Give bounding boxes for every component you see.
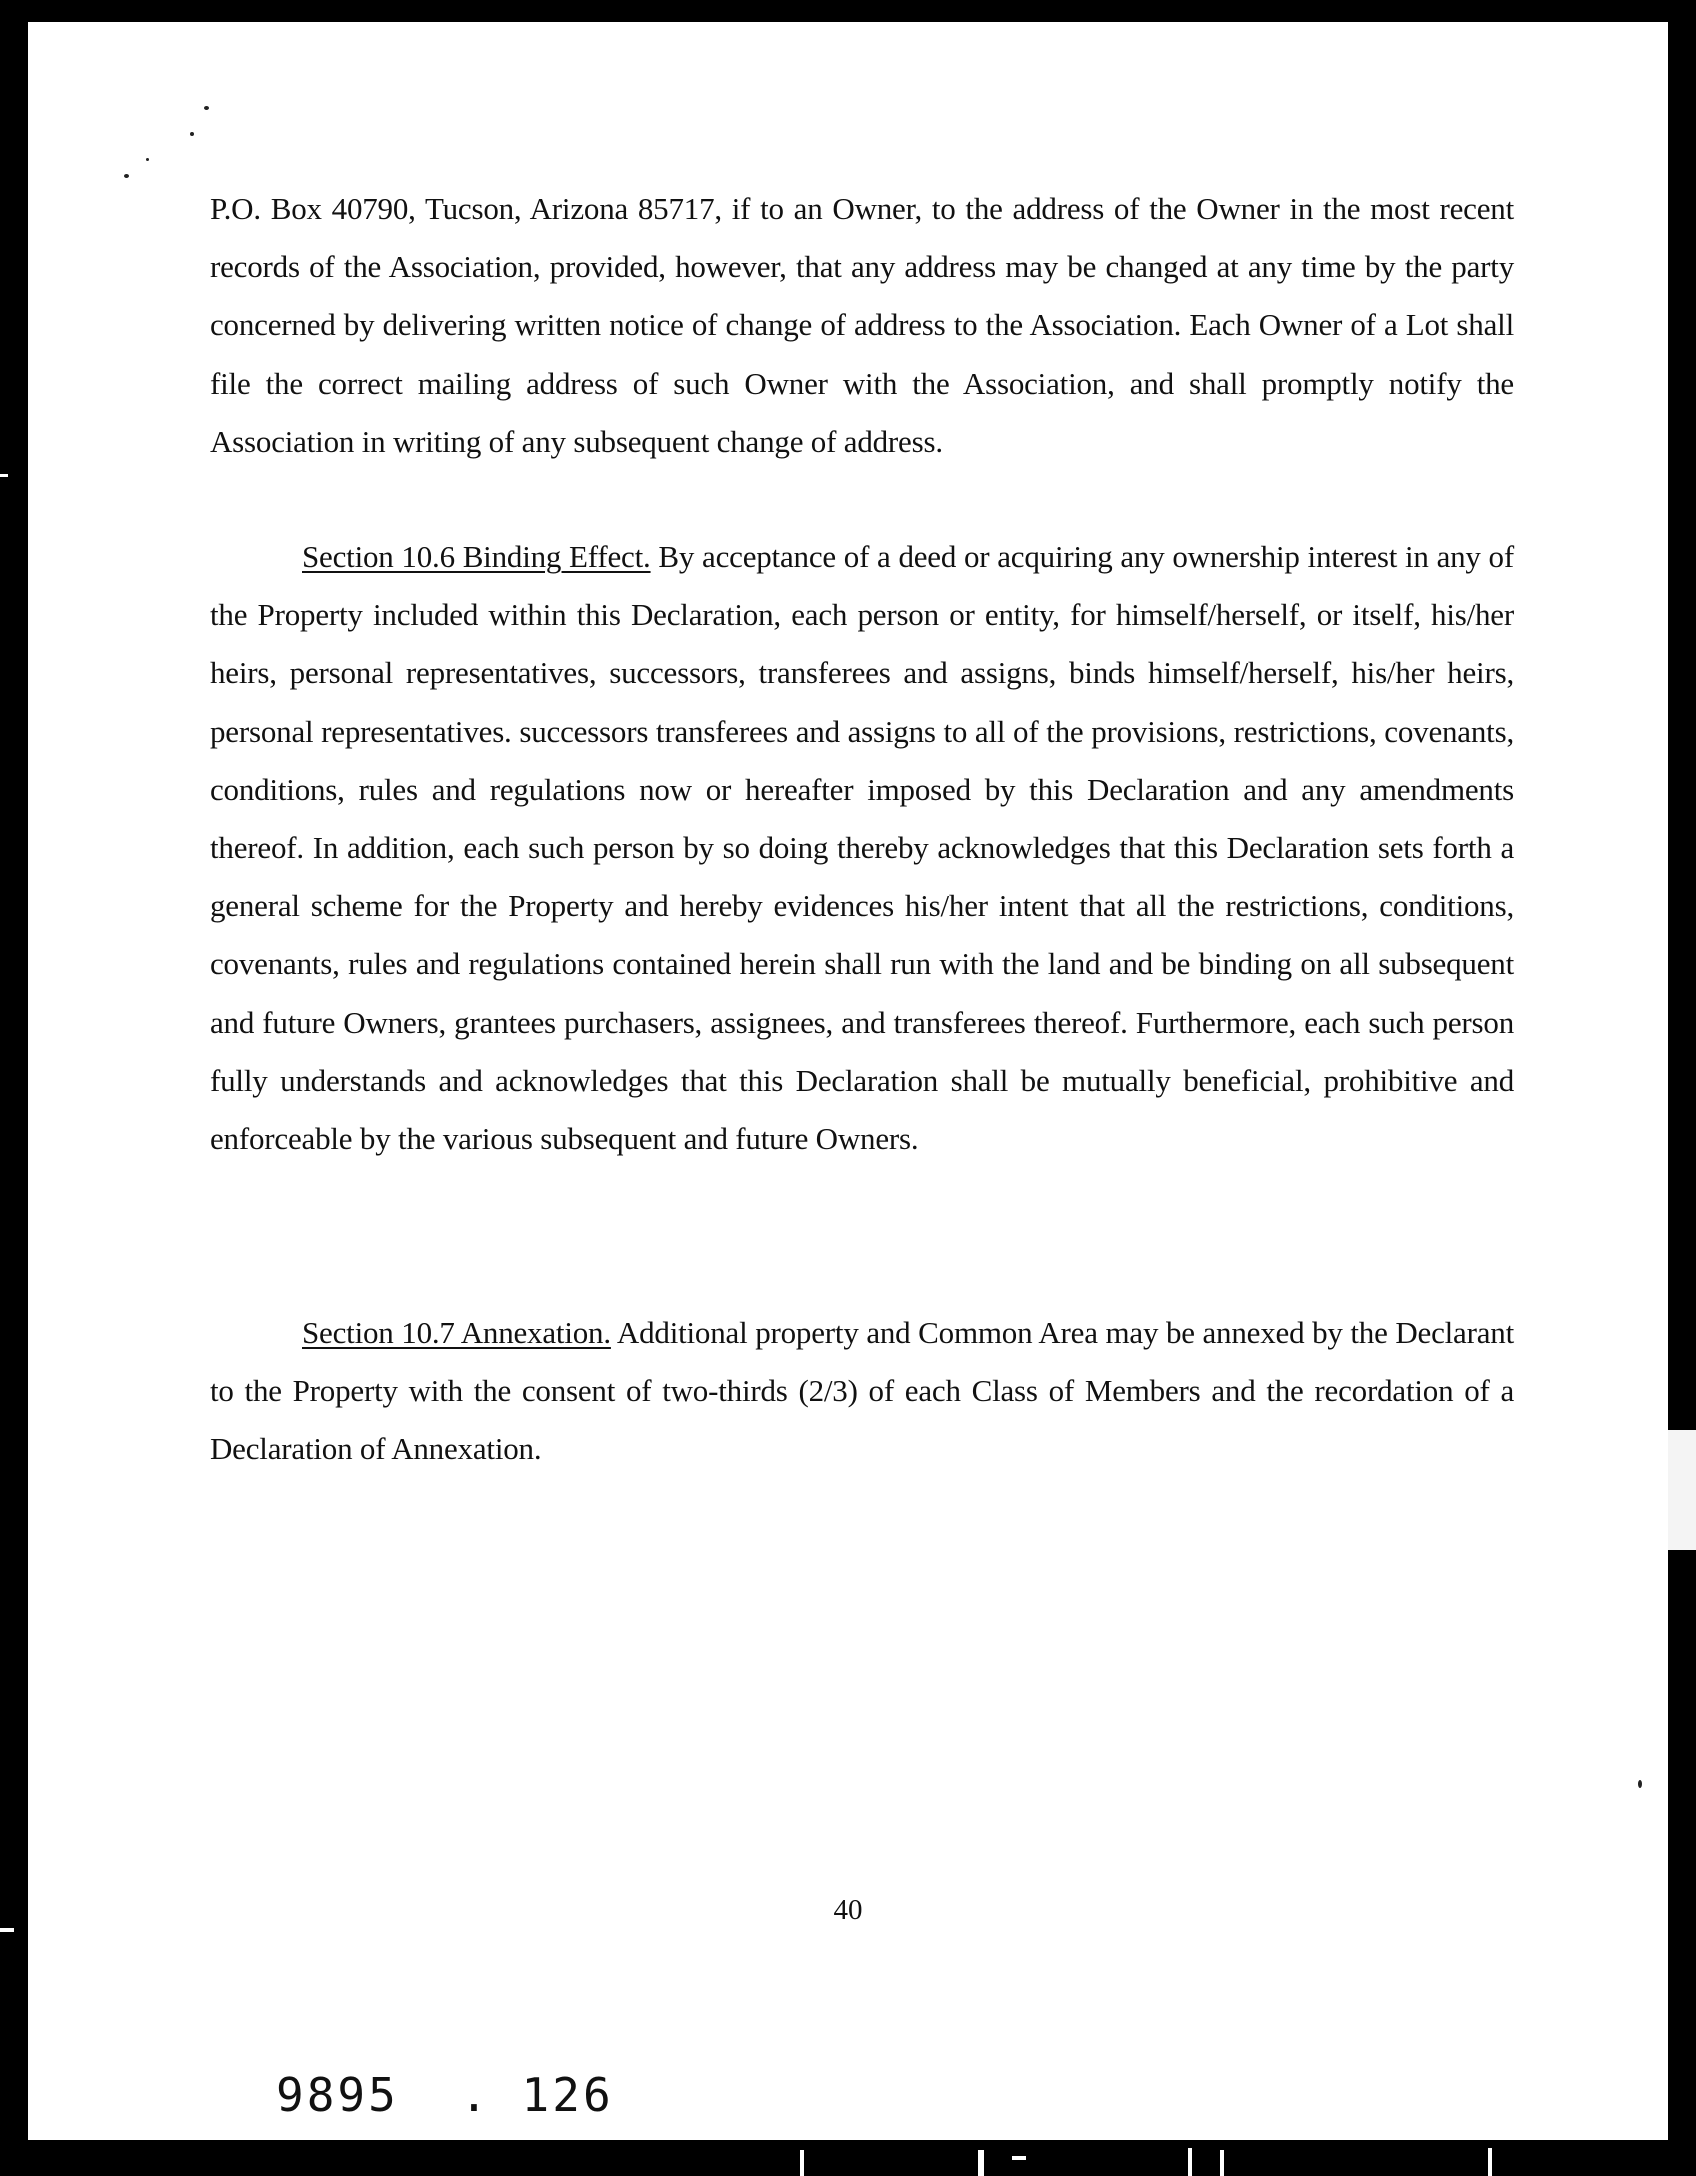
scan-speck	[124, 174, 129, 178]
scan-edge-mark	[800, 2150, 804, 2176]
scan-edge-mark	[0, 1928, 14, 1932]
scan-edge-mark	[1668, 1430, 1696, 1550]
section-10-6	[210, 528, 1514, 1168]
scan-edge-mark	[0, 474, 8, 477]
section-10-6-body: By acceptance of a deed or acquiring any ownership interest in any of the Property included within this Declaration, each person or entity, for himself/herself, or itself, his/her heirs, personal representatives, successors, transferees and assigns, binds himself/herself, his/her heirs, personal representatives. successors transferees and assigns to all of the provisions, restrictions, covenants, conditions, rules and regulations now or hereafter imposed by this Declaration and any amendments thereof. In addition, each such person by so doing thereby acknowledges that this Declaration sets forth a general scheme for the Property and hereby evidences his/her intent that all the restrictions, conditions, covenants, rules and regulations contained herein shall run with the land and be binding on all subsequent and future Owners, grantees purchasers, assignees, and transferees thereof. Furthermore, each such person fully understands and acknowledges that this Declaration shall be mutually beneficial, prohibitive and enforceable by the various subsequent and future Owners.	[210, 539, 1514, 1157]
section-10-7	[210, 1304, 1514, 1479]
page-number: 40	[833, 1894, 863, 1926]
scan-speck	[1638, 1780, 1642, 1788]
paragraph-notice-address	[210, 180, 1514, 471]
scan-edge-mark	[1220, 2150, 1224, 2176]
paragraph-text: P.O. Box 40790, Tucson, Arizona 85717, if to an Owner, to the address of the Owner in the most recent records of the Association, provided, however, that any address may be changed at any time by the party concerned by delivering written notice of change of address to the Association. Each Owner of a Lot shall file the correct mailing address of such Owner with the Association, and shall promptly notify the Association in writing of any subsequent change of address.	[210, 191, 1514, 459]
scan-edge-mark	[1188, 2148, 1192, 2176]
section-10-7-heading: Section 10.7 Annexation.	[302, 1315, 611, 1350]
scan-speck	[204, 106, 209, 110]
document-page	[28, 22, 1668, 2140]
scan-speck	[146, 158, 149, 161]
section-10-6-heading: Section 10.6 Binding Effect.	[302, 539, 651, 574]
scan-edge-mark	[1012, 2156, 1026, 2160]
scan-edge-mark	[978, 2150, 984, 2176]
recording-stamp: 9895 . 126	[276, 2068, 614, 2122]
section-10-7-body: Additional property and Common Area may be annexed by the Declarant to the Property with the consent of two-thirds (2/3) of each Class of Members and the recordation of a Declaration of Annexation.	[210, 1315, 1515, 1467]
scan-edge-mark	[1488, 2148, 1492, 2176]
scan-speck	[190, 132, 194, 136]
